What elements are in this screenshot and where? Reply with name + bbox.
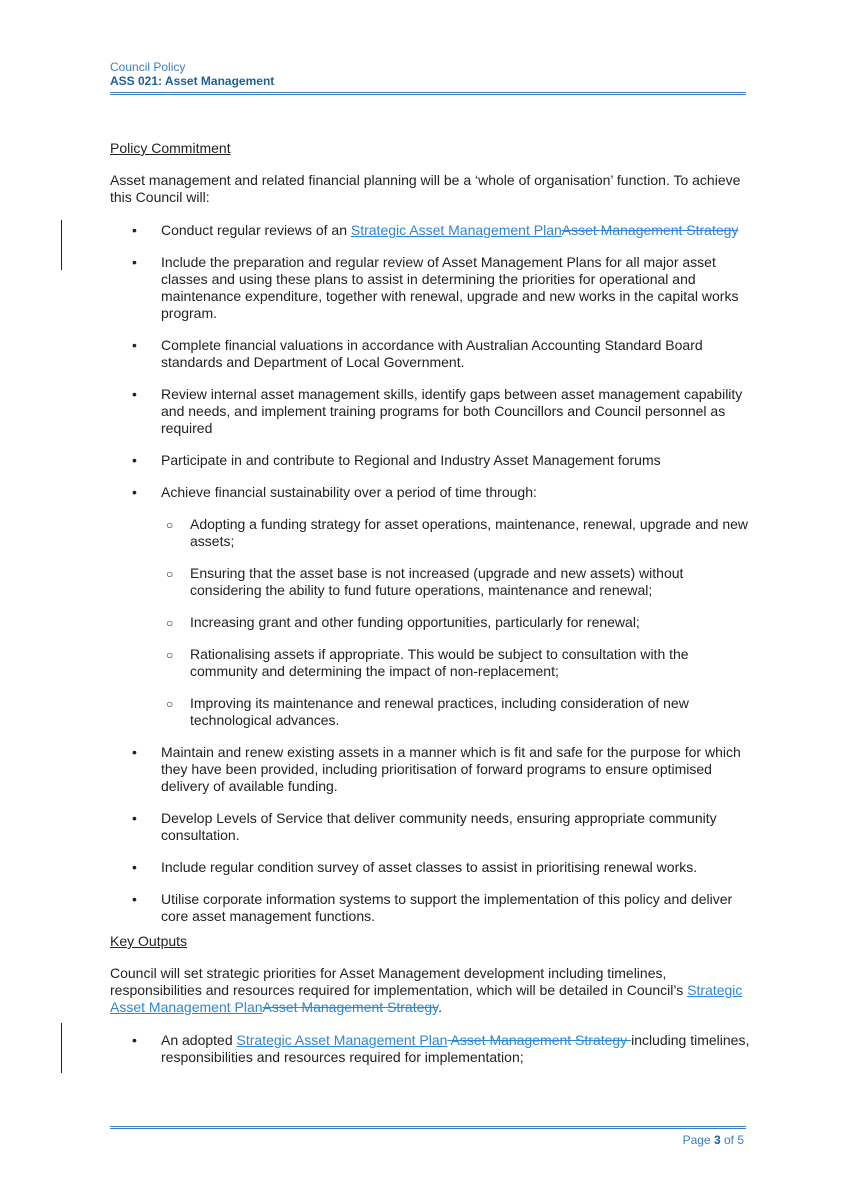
sub-list-item-text: Improving its maintenance and renewal practices, including consideration of new technological advances. xyxy=(190,695,689,728)
list-item xyxy=(110,484,750,501)
commitment-list xyxy=(110,222,750,501)
list-item xyxy=(110,891,750,925)
list-item-text: Participate in and contribute to Regional and Industry Asset Management forums xyxy=(161,452,661,468)
header-rule xyxy=(110,92,746,95)
key-outputs-intro-end: . xyxy=(438,999,443,1015)
list-item-text: Develop Levels of Service that deliver community needs, ensuring appropriate community consultation. xyxy=(161,810,717,843)
sub-list-item-text: Increasing grant and other funding opportunities, particularly for renewal; xyxy=(190,614,640,630)
change-bar xyxy=(61,220,62,270)
inserted-text: Strategic Asset Management Plan xyxy=(110,982,743,1015)
list-item xyxy=(110,859,750,876)
footer-rule xyxy=(110,1126,746,1129)
list-item-text: Conduct regular reviews of an xyxy=(161,222,351,238)
circle-bullet-icon: ○ xyxy=(166,567,174,581)
bullet-icon: • xyxy=(132,452,137,468)
bullet-icon: • xyxy=(132,386,137,402)
page-total: 5 xyxy=(737,1133,744,1147)
bullet-icon: • xyxy=(132,810,137,826)
inserted-text: Strategic Asset Management Plan xyxy=(350,222,562,238)
sub-list-item xyxy=(110,565,750,599)
sub-list-item-text: Adopting a funding strategy for asset operations, maintenance, renewal, upgrade and new assets; xyxy=(190,516,749,549)
document-body xyxy=(110,140,750,1081)
sub-list-item xyxy=(110,695,750,729)
sub-list-item xyxy=(110,646,750,680)
list-item xyxy=(110,386,750,437)
list-item xyxy=(110,810,750,844)
list-item xyxy=(110,744,750,795)
bullet-icon: • xyxy=(132,1032,137,1048)
list-item xyxy=(110,452,750,469)
list-item-text: Include regular condition survey of asset classes to assist in prioritising renewal works. xyxy=(161,859,698,875)
list-item-suffix: including timelines, responsibilities and resources required for implementation; xyxy=(161,1032,750,1065)
key-outputs-list xyxy=(110,1032,750,1066)
deleted-text: Asset Management Strategy xyxy=(561,222,739,238)
bullet-icon: • xyxy=(132,484,137,500)
sub-list-item xyxy=(110,614,750,631)
circle-bullet-icon: ○ xyxy=(166,518,174,532)
section-heading-policy-commitment: Policy Commitment xyxy=(110,140,231,156)
list-item-text: Review internal asset management skills, identify gaps between asset management capability and needs, and implement training programs for both Councillors and Council personnel as required xyxy=(161,386,743,436)
bullet-icon: • xyxy=(132,222,137,238)
page-of: of xyxy=(720,1133,738,1147)
page-current: 3 xyxy=(713,1133,721,1147)
header-line1: Council Policy xyxy=(110,60,186,74)
bullet-icon: • xyxy=(132,254,137,270)
page-label: Page xyxy=(682,1133,714,1147)
key-outputs-intro-text: Council will set strategic priorities for Asset Management development including timelines, responsibilities and resources required for implementation, which will be detailed in Council’s xyxy=(110,965,688,998)
circle-bullet-icon: ○ xyxy=(166,616,174,630)
list-item xyxy=(110,1032,750,1066)
bullet-icon: • xyxy=(132,891,137,907)
page-header xyxy=(110,60,746,89)
list-item xyxy=(110,337,750,371)
list-item xyxy=(110,222,750,239)
bullet-icon: • xyxy=(132,337,137,353)
sub-list-item-text: Rationalising assets if appropriate. This would be subject to consultation with the community and determining the impact of non-replacement; xyxy=(190,646,689,679)
list-item-text: Include the preparation and regular review of Asset Management Plans for all major asset classes and using these plans to assist in determining the priorities for operational and maintenance expenditure, together with renewal, upgrade and new works in the capital works program. xyxy=(161,254,739,321)
inserted-text: Strategic Asset Management Plan xyxy=(236,1032,448,1048)
circle-bullet-icon: ○ xyxy=(166,697,174,711)
list-item-prefix: An adopted xyxy=(161,1032,237,1048)
list-item-text: Utilise corporate information systems to support the implementation of this policy and deliver core asset management functions. xyxy=(161,891,733,924)
deleted-text: Asset Management Strategy xyxy=(447,1032,632,1048)
deleted-text: Asset Management Strategy xyxy=(262,999,439,1015)
sub-list-item xyxy=(110,516,750,550)
bullet-icon: • xyxy=(132,744,137,760)
commitment-list-continued xyxy=(110,744,750,925)
change-bar xyxy=(61,1023,62,1073)
sub-list-item-text: Ensuring that the asset base is not increased (upgrade and new assets) without considering the ability to fund future operations, maintenance and renewal; xyxy=(190,565,684,598)
key-outputs-intro xyxy=(110,965,750,1016)
list-item-text: Achieve financial sustainability over a period of time through: xyxy=(161,484,537,500)
section-heading-key-outputs: Key Outputs xyxy=(110,933,188,949)
list-item xyxy=(110,254,750,322)
header-line2: ASS 021: Asset Management xyxy=(110,74,275,88)
list-item-text: Complete financial valuations in accordance with Australian Accounting Standard Board standards and Department of Local Government. xyxy=(161,337,703,370)
page-number xyxy=(683,1133,744,1147)
circle-bullet-icon: ○ xyxy=(166,648,174,662)
sustainability-sub-list xyxy=(110,516,750,729)
policy-commitment-intro: Asset management and related financial planning will be a ‘whole of organisation’ function. To achieve this Council will: xyxy=(110,172,741,205)
bullet-icon: • xyxy=(132,859,137,875)
list-item-text: Maintain and renew existing assets in a manner which is fit and safe for the purpose for which they have been provided, including prioritisation of forward programs to ensure optimised delivery of available funding. xyxy=(161,744,741,794)
